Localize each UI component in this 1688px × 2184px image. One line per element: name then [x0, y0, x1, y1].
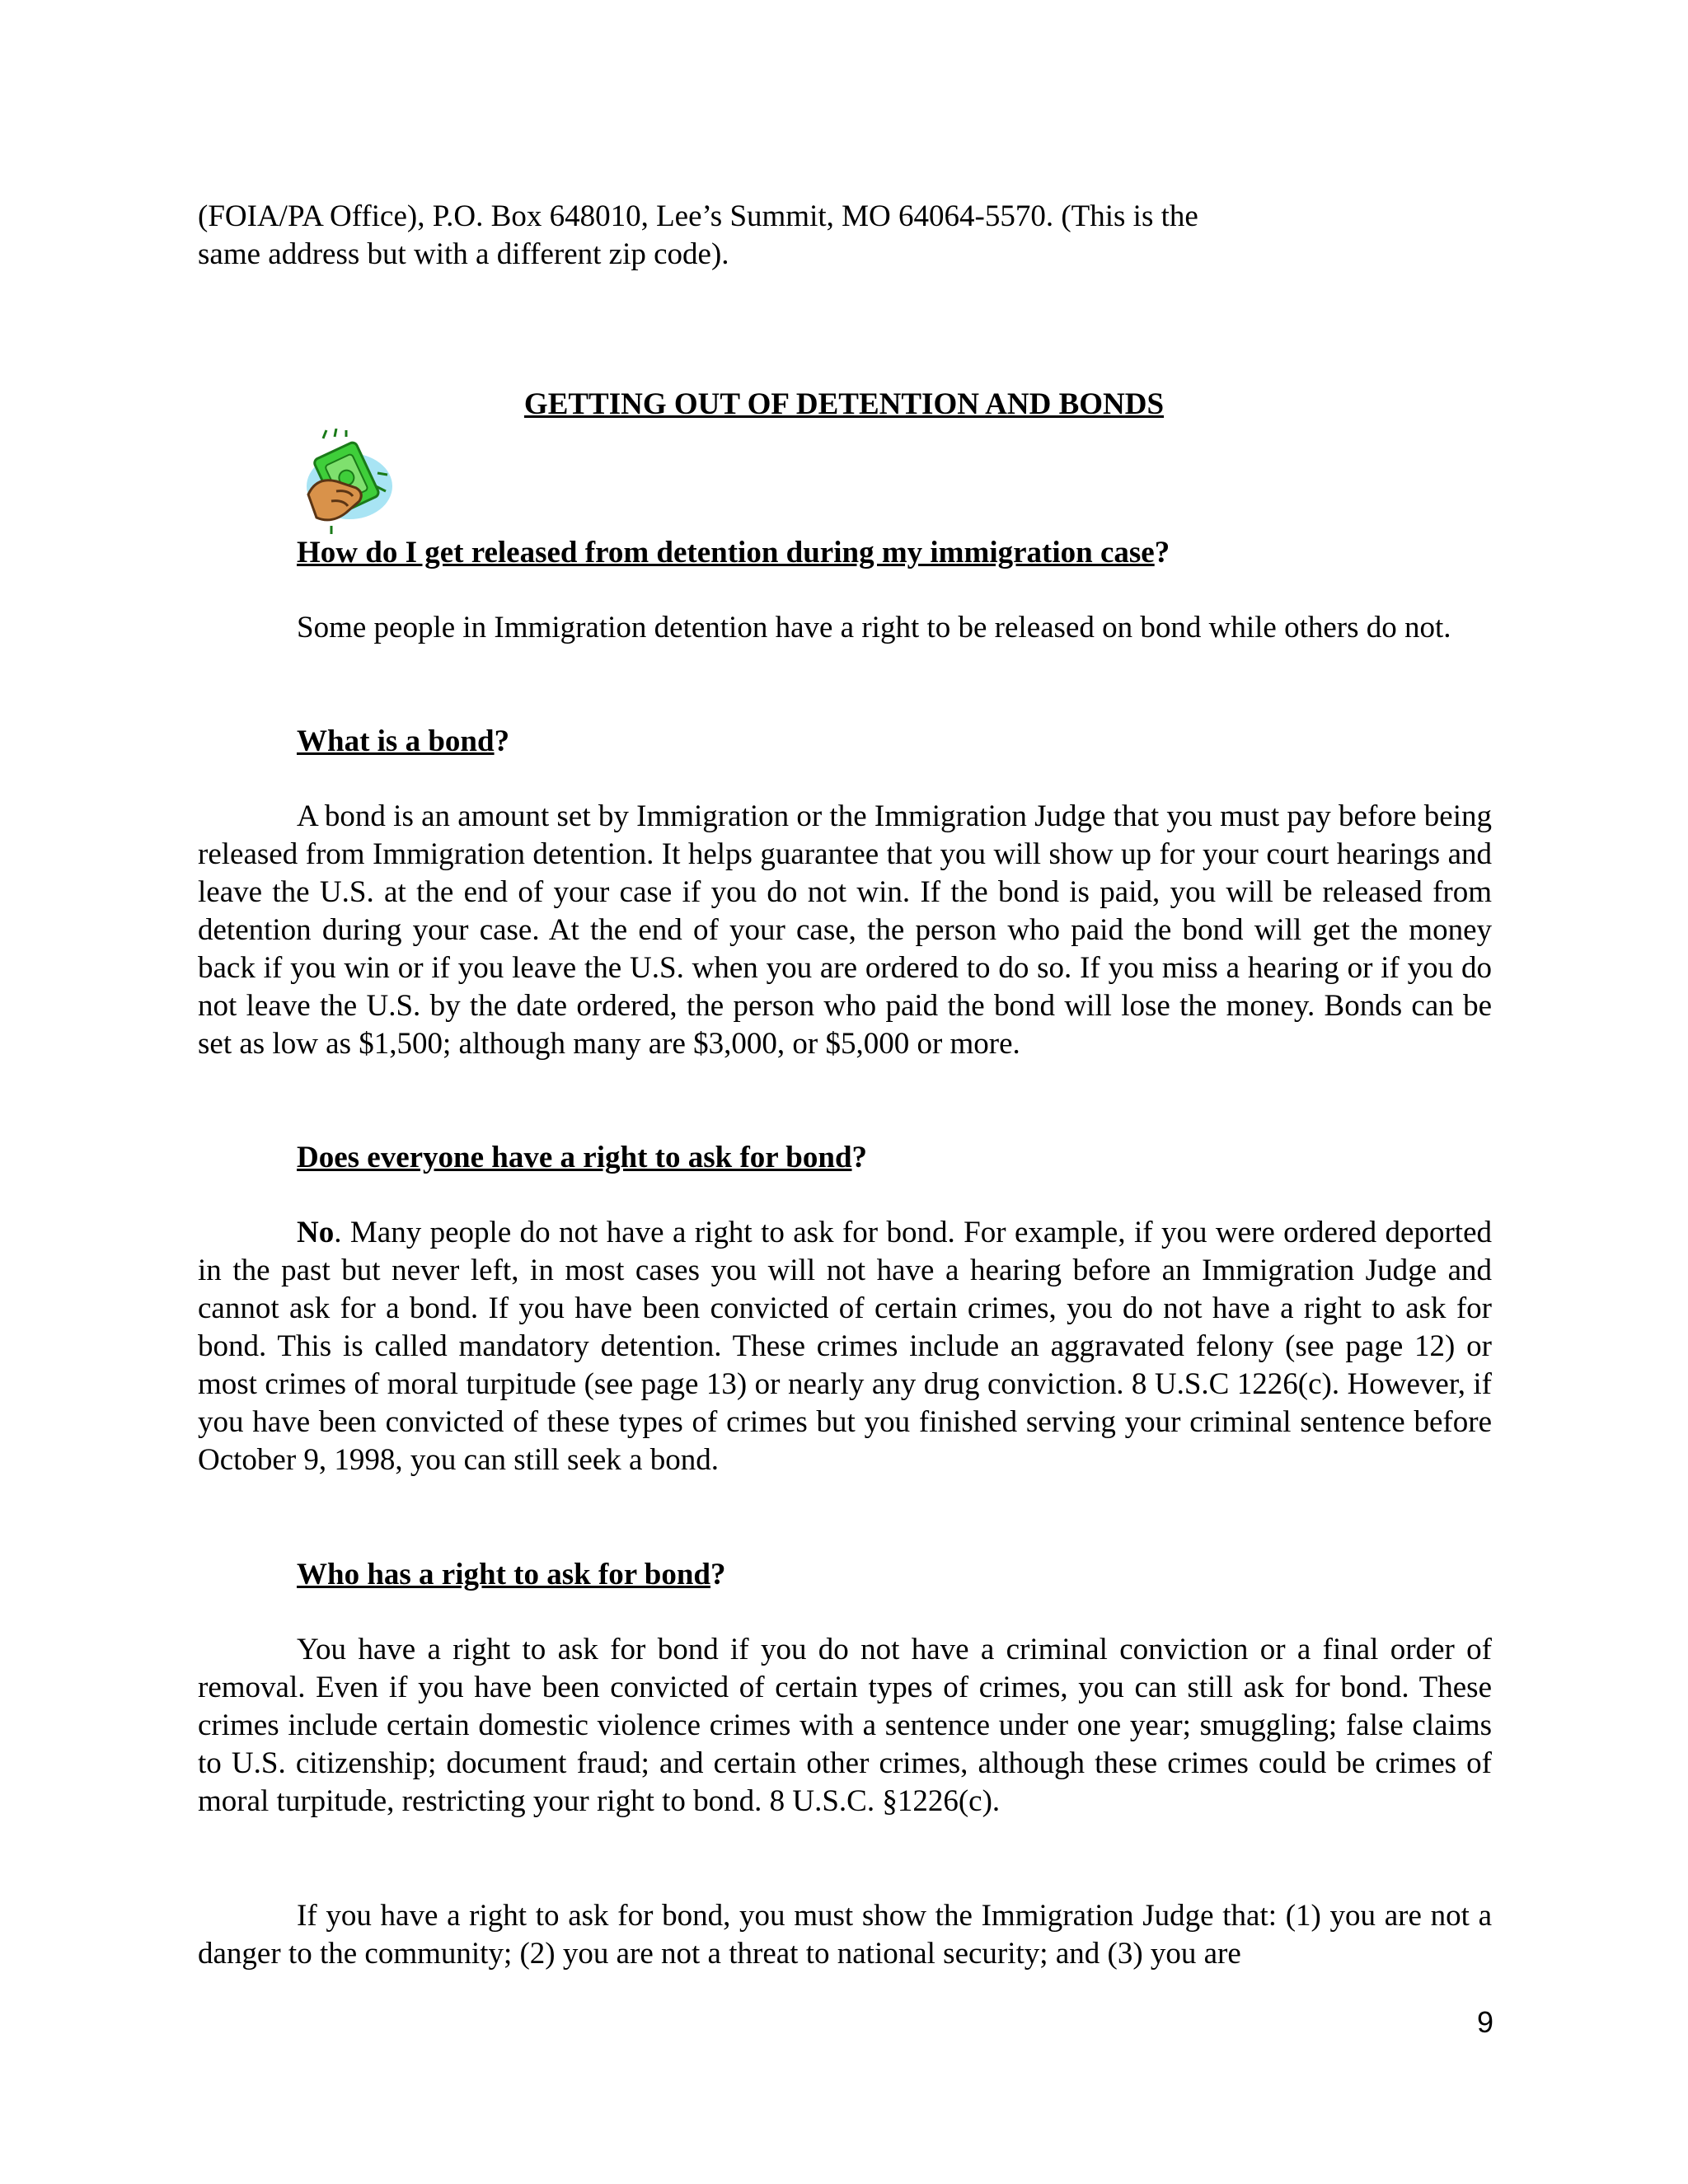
- question-text: How do I get released from detention during my immigration case: [297, 536, 1155, 569]
- question-mark: ?: [494, 724, 510, 758]
- question-heading: [297, 1139, 867, 1177]
- intro-text: [198, 198, 1492, 274]
- intro-line-2: same address but with a different zip code).: [198, 237, 729, 271]
- question-mark: ?: [1154, 536, 1170, 569]
- intro-line-1: (FOIA/PA Office), P.O. Box 648010, Lee’s Summit, MO 64064-5570. (This is the: [198, 199, 1198, 233]
- question-heading: [297, 1556, 726, 1594]
- question-heading: [297, 534, 1170, 572]
- page-number: 9: [1476, 2005, 1493, 2039]
- question-text: Who has a right to ask for bond: [297, 1558, 711, 1591]
- paragraph: A bond is an amount set by Immigration or the Immigration Judge that you must pay before being released from Immigration detention. It helps guarantee that you will show up for your court hearings and leave the U.S. at the end of your case if you do not win. If the bond is paid, you will be released from detention during your case. At the end of your case, the person who paid the bond will get the money back if you win or if you leave the U.S. when you are ordered to do so. If you miss a hearing or if you do not leave the U.S. by the date ordered, the person who paid the bond will lose the money. Bonds can be set as low as $1,500; although many are $3,000, or $5,000 or more.: [198, 799, 1492, 1061]
- question-text: What is a bond: [297, 724, 495, 758]
- section-title: GETTING OUT OF DETENTION AND BONDS: [523, 387, 1165, 421]
- question-mark: ?: [710, 1558, 726, 1591]
- paragraph: Some people in Immigration detention have a right to be released on bond while others do not.: [297, 611, 1451, 644]
- question-text: Does everyone have a right to ask for bond: [297, 1141, 852, 1174]
- money-in-hand-icon: [298, 429, 397, 536]
- paragraph: You have a right to ask for bond if you do not have a criminal conviction or a final order of removal. Even if you have been convicted of certain types of crimes, you can still ask for bond. These crimes include certain domestic violence crimes with a sentence under one year; smuggling; false claims to U.S. citizenship; document fraud; and certain other crimes, although these crimes could be crimes of moral turpitude, restricting your right to bond. 8 U.S.C. §1226(c).: [198, 1633, 1492, 1818]
- question-heading: [297, 723, 509, 761]
- answer-lead: No: [297, 1216, 335, 1249]
- answer-text: . Many people do not have a right to ask for bond. For example, if you were ordered deported in the past but never left, in most cases you will not have a hearing before an Immigration Judge and cannot ask for a bond. If you have been convicted of certain crimes, you do not have a right to ask for bond. This is called mandatory detention. These crimes include an aggravated felony (see page 12) or most crimes of moral turpitude (see page 13) or nearly any drug conviction. 8 U.S.C 1226(c). However, if you have been convicted of these types of crimes but you finished serving your criminal sentence before October 9, 1998, you can still seek a bond.: [198, 1216, 1492, 1477]
- question-mark: ?: [851, 1141, 868, 1174]
- paragraph: [198, 1214, 1492, 1479]
- paragraph: If you have a right to ask for bond, you must show the Immigration Judge that: (1) you are not a danger to the community; (2) you are not a threat to national security; and (3) you are: [198, 1899, 1492, 1971]
